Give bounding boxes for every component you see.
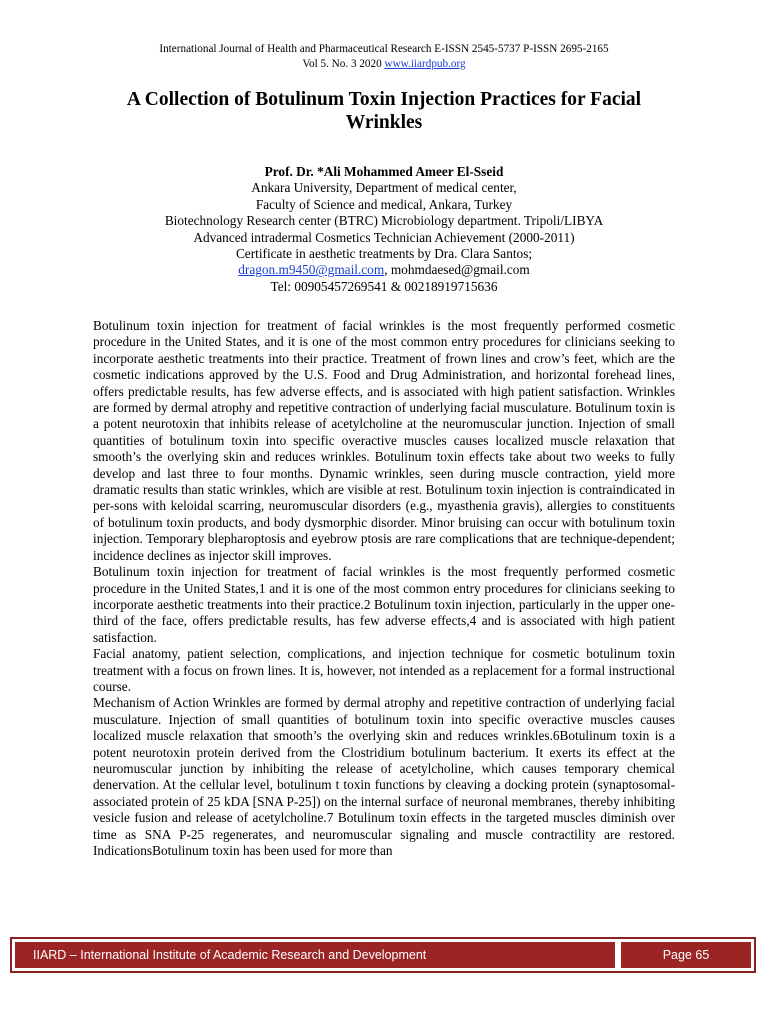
- footer-page-number: Page 65: [621, 942, 751, 968]
- body-paragraph: Botulinum toxin injection for treatment of facial wrinkles is the most frequently performed cosmetic procedure in the United States, and it is one of the most common entry procedures for clinicians seeking to incorporate aesthetic treatments into their practice. Treatment of frown lines and crow’s feet, which are the cosmetic indications approved by the U.S. Food and Drug Administration, and horizontal forehead lines, offers predictable results, has few adverse effects, and is associated with high patient satisfaction. Wrinkles are formed by dermal atrophy and repetitive contraction of underlying facial musculature. Botulinum toxin is a potent neurotoxin that inhibits release of acetylcholine at the neuromuscular junction. Injection of small quantities of botulinum toxin into specific overactive muscles causes localized muscle relaxation that smooth’s the overlying skin and reduces wrinkles. Botulinum toxin effects take about two weeks to fully develop and last three to four months. Dynamic wrinkles, seen during muscle contraction, yield more dramatic results than static wrinkles, which are visible at rest. Botulinum toxin injection is contraindicated in per-sons with keloidal scarring, neuromuscular disorders (e.g., myasthenia gravis), allergies to constituents of botulinum toxin products, and body dysmorphic disorder. Minor bruising can occur with botulinum toxin injection. Temporary blepharoptosis and eyebrow ptosis are rare complications that are technique-dependent; incidence declines as injector skill improves.: [93, 318, 675, 563]
- affiliation-line: Advanced intradermal Cosmetics Technician Achievement (2000-2011): [193, 229, 575, 245]
- journal-issn-line: International Journal of Health and Pharmaceutical Research E-ISSN 2545-5737 P-ISSN 2695-2165: [159, 43, 609, 55]
- body-paragraph: Facial anatomy, patient selection, complications, and injection technique for cosmetic botulinum toxin treatment with a focus on frown lines. It is, however, not intended as a replacement for a formal instructional course.: [93, 646, 675, 694]
- author-email-secondary: , mohmdaesed@gmail.com: [384, 262, 530, 278]
- author-telephone: Tel: 00905457269541 & 00218919715636: [270, 278, 498, 294]
- author-block: [60, 164, 708, 295]
- page-footer: [10, 937, 756, 973]
- footer-institute: IIARD – International Institute of Academic Research and Development: [15, 942, 615, 968]
- footer-inner: [15, 942, 751, 968]
- journal-header: [0, 42, 768, 71]
- paper-body: [93, 318, 675, 859]
- volume-text: Vol 5. No. 3 2020: [302, 57, 382, 70]
- body-paragraph: Botulinum toxin injection for treatment of facial wrinkles is the most frequently performed cosmetic procedure in the United States,1 and it is one of the most common entry procedures for clinicians seeking to incorporate aesthetic treatments into their practice.2 Botulinum toxin injection, particularly in the upper one-third of the face, offers predictable results, has few adverse effects,4 and is associated with high patient satisfaction.: [93, 564, 675, 645]
- affiliation-line: Biotechnology Research center (BTRC) Microbiology department. Tripoli/LIBYA: [164, 213, 604, 229]
- affiliation-line: Certificate in aesthetic treatments by Dra. Clara Santos;: [235, 246, 533, 262]
- author-email-line: [60, 262, 708, 278]
- journal-volume-line: [0, 57, 768, 72]
- affiliation-line: Faculty of Science and medical, Ankara, Turkey: [255, 196, 513, 212]
- paper-title: A Collection of Botulinum Toxin Injection Practices for Facial Wrinkles: [126, 89, 642, 133]
- author-email-link[interactable]: dragon.m9450@gmail.com: [238, 262, 385, 278]
- affiliation-line: Ankara University, Department of medical center,: [251, 180, 517, 196]
- author-name: Prof. Dr. *Ali Mohammed Ameer El-Sseid: [264, 164, 504, 179]
- journal-website-link[interactable]: www.iiardpub.org: [384, 57, 466, 70]
- body-paragraph: Mechanism of Action Wrinkles are formed by dermal atrophy and repetitive contraction of underlying facial musculature. Injection of small quantities of botulinum toxin into specific overactive muscles causes localized muscle relaxation that smooth’s the overlying skin and reduces wrinkles.6Botulinum toxin is a potent neurotoxin protein derived from the Clostridium botulinum bacterium. It exerts its effect at the neuromuscular junction by inhibiting the release of acetylcholine, which causes temporary chemical denervation. At the cellular level, botulinum t toxin functions by cleaving a docking protein (synaptosomal-associated protein of 25 kDA [SNA P-25]) on the internal surface of neuronal membranes, thereby inhibiting vesicle fusion and release of acetylcholine.7 Botulinum toxin effects in the targeted muscles diminish over time as SNA P-25 regenerates, and neuromuscular signaling and muscle contractility are restored. IndicationsBotulinum toxin has been used for more than: [93, 695, 675, 858]
